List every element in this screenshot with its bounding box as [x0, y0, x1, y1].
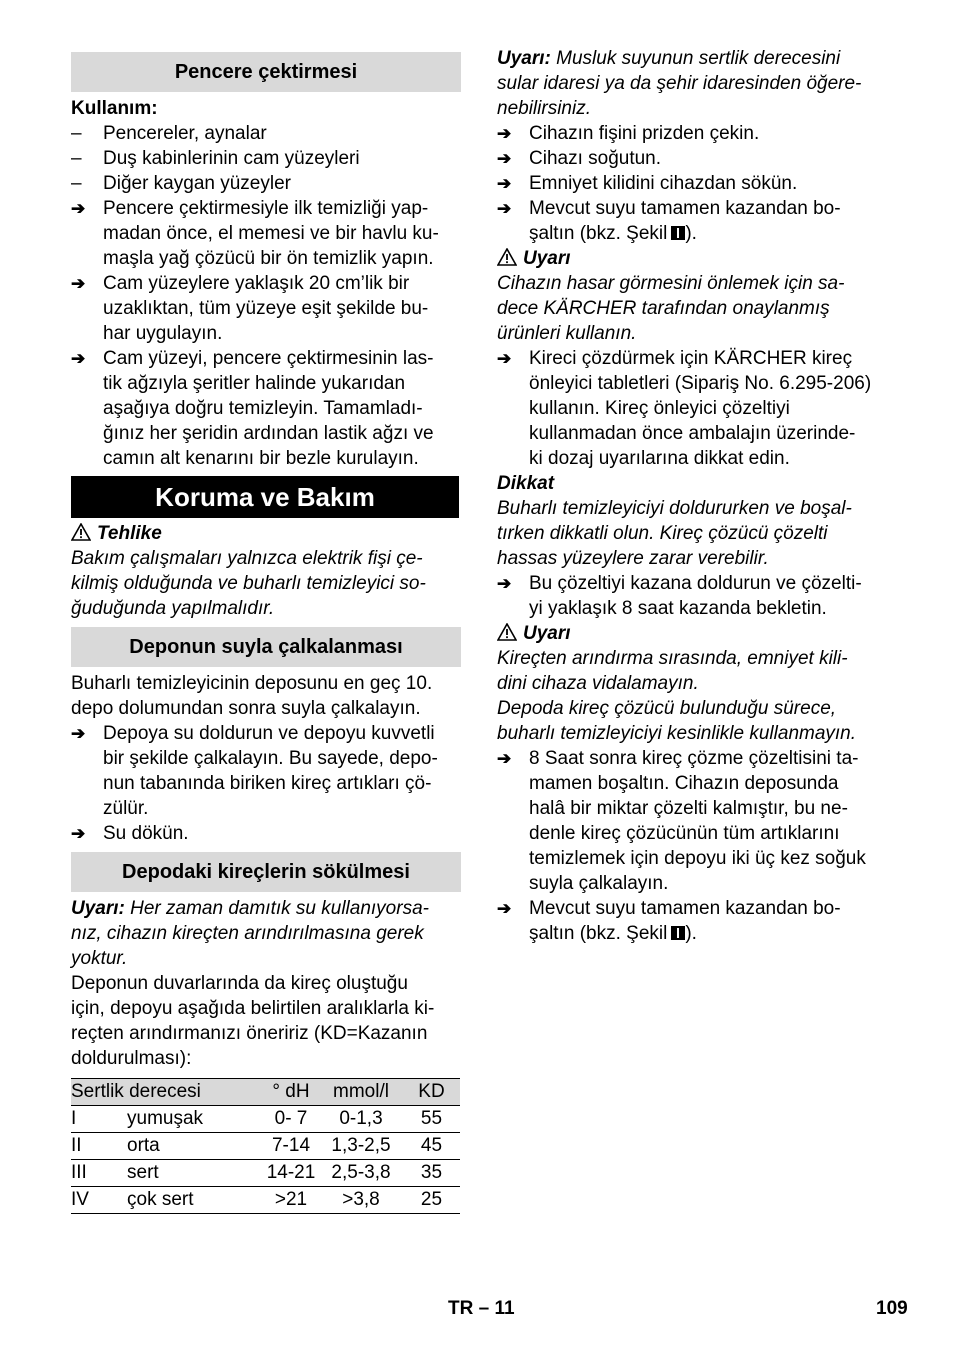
arrow-right-icon: ➔	[497, 199, 512, 218]
table-cell: III	[71, 1160, 127, 1187]
danger-label: Tehlike	[97, 523, 162, 544]
note-line	[71, 896, 429, 921]
warning-label: Uyarı	[523, 623, 571, 644]
table-cell: 14-21	[263, 1160, 319, 1187]
table-row	[71, 1160, 460, 1187]
table-cell: orta	[127, 1133, 263, 1160]
step-text: Cihazın fişini prizden çekin.	[529, 123, 760, 144]
table-cell: II	[71, 1133, 127, 1160]
figure-ref-icon	[671, 226, 685, 240]
step-text: önleyici tabletleri (Sipariş No. 6.295-206)	[529, 373, 872, 394]
note-text: nebilirsiniz.	[497, 98, 591, 119]
arrow-right-icon: ➔	[497, 124, 512, 143]
step-text: Emniyet kilidini cihazdan sökün.	[529, 173, 798, 194]
caution-text: tırken dikkatli olun. Kireç çözücü çözelti	[497, 523, 828, 544]
table-cell: 0-1,3	[319, 1106, 403, 1133]
arrow-right-icon: ➔	[71, 349, 86, 368]
table-header-cell: KD	[403, 1079, 460, 1106]
step-text: Cihazı soğutun.	[529, 148, 662, 169]
step-text: kullanın. Kireç önleyici çözeltiyi	[529, 398, 790, 419]
chapter-heading-care: Koruma ve Bakım	[71, 476, 459, 518]
figure-ref-icon	[671, 926, 685, 940]
step-text: halâ bir miktar çözelti kalmıştır, bu ne-	[529, 798, 848, 819]
step-text: ki dozaj uyarılarına dikkat edin.	[529, 448, 790, 469]
warning-text: dece KÄRCHER tarafından onaylanmış	[497, 298, 830, 319]
arrow-right-icon: ➔	[497, 749, 512, 768]
step-text: Cam yüzeyi, pencere çektirmesinin las-	[103, 348, 434, 369]
step-text: nun tabanında biriken kireç artıkları çö-	[103, 773, 432, 794]
step-text: Mevcut suyu tamamen kazandan bo-	[529, 198, 841, 219]
step-text: Pencere çektirmesiyle ilk temizliği yap-	[103, 198, 429, 219]
step-text: suyla çalkalayın.	[529, 873, 669, 894]
note-text: sular idaresi ya da şehir idaresinden öğere-	[497, 73, 862, 94]
warning-text: ürünleri kullanın.	[497, 323, 637, 344]
dash-marker: –	[71, 173, 82, 194]
caution-text: hassas yüzeylere zarar verebilir.	[497, 548, 769, 569]
step-text-part: ).	[685, 923, 697, 944]
note-text: Her zaman damıtık su kullanıyorsa-	[130, 898, 429, 919]
note-label: Uyarı:	[71, 898, 125, 919]
step-text: uzaklıktan, tüm yüzeye eşit şekilde bu-	[103, 298, 429, 319]
usage-label: Kullanım:	[71, 98, 158, 119]
arrow-right-icon: ➔	[497, 574, 512, 593]
step-text: temizlemek için depoyu iki üç kez soğuk	[529, 848, 866, 869]
step-text: bir şekilde çalkalayın. Bu sayede, depo-	[103, 748, 438, 769]
body-text: doldurulması):	[71, 1048, 192, 1069]
danger-text: kilmiş olduğunda ve buharlı temizleyici so-	[71, 573, 426, 594]
arrow-right-icon: ➔	[71, 824, 86, 843]
step-text: tik ağzıyla şeritler halinde yukarıdan	[103, 373, 406, 394]
note-text: nız, cihazın kireçten arındırılmasına gerek	[71, 923, 424, 944]
note-line	[497, 46, 840, 71]
arrow-right-icon: ➔	[71, 724, 86, 743]
dash-marker: –	[71, 148, 82, 169]
table-header-row	[71, 1079, 460, 1106]
arrow-right-icon: ➔	[497, 149, 512, 168]
table-cell: IV	[71, 1187, 127, 1214]
table-header-cell: Sertlik derecesi	[71, 1079, 263, 1106]
step-text: Kireci çözdürmek için KÄRCHER kireç	[529, 348, 853, 369]
body-text: Deponun duvarlarında da kireç oluştuğu	[71, 973, 408, 994]
table-cell: I	[71, 1106, 127, 1133]
step-text: ğınız her şeridin ardından lastik ağzı ve	[103, 423, 434, 444]
step-text: Depoya su doldurun ve depoyu kuvvetli	[103, 723, 435, 744]
arrow-right-icon: ➔	[71, 274, 86, 293]
step-text: madan önce, el memesi ve bir havlu ku-	[103, 223, 439, 244]
warning-heading	[497, 621, 571, 646]
section-heading-descale: Depodaki kireçlerin sökülmesi	[71, 852, 461, 892]
arrow-right-icon: ➔	[497, 899, 512, 918]
section-heading-window-cleaning: Pencere çektirmesi	[71, 52, 461, 92]
step-text: camın alt kenarını bir bezle kurulayın.	[103, 448, 419, 469]
footer-section: TR – 11	[448, 1298, 515, 1319]
arrow-right-icon: ➔	[497, 174, 512, 193]
caution-label: Dikkat	[497, 473, 555, 494]
step-text: 8 Saat sonra kireç çözme çözeltisini ta-	[529, 748, 859, 769]
note-text: Musluk suyunun sertlik derecesini	[556, 48, 841, 69]
warning-triangle-icon	[497, 623, 517, 641]
page-number: 109	[876, 1298, 908, 1319]
step-text: zülür.	[103, 798, 149, 819]
step-text: aşağıya doğru temizleyin. Tamamladı-	[103, 398, 423, 419]
caution-text: Buharlı temizleyiciyi doldururken ve boşal-	[497, 498, 852, 519]
table-cell: 55	[403, 1106, 460, 1133]
warning-text: Depoda kireç çözücü bulunduğu sürece,	[497, 698, 837, 719]
step-text	[529, 221, 697, 246]
step-text: denle kireç çözücünün tüm artıklarını	[529, 823, 840, 844]
warning-heading	[497, 246, 571, 271]
table-cell: >3,8	[319, 1187, 403, 1214]
step-text	[529, 921, 697, 946]
table-cell: yumuşak	[127, 1106, 263, 1133]
step-text-part: şaltın (bkz. Şekil	[529, 223, 668, 244]
list-item: Diğer kaygan yüzeyler	[103, 173, 291, 194]
table-cell: 35	[403, 1160, 460, 1187]
table-cell: 25	[403, 1187, 460, 1214]
step-text: kullanmadan önce ambalajın üzerinde-	[529, 423, 856, 444]
list-item: Pencereler, aynalar	[103, 123, 267, 144]
warning-text: dini cihaza vidalamayın.	[497, 673, 699, 694]
warning-text: Cihazın hasar görmesini önlemek için sa-	[497, 273, 845, 294]
arrow-right-icon: ➔	[71, 199, 86, 218]
note-label: Uyarı:	[497, 48, 551, 69]
step-text: Cam yüzeylere yaklaşık 20 cm’lik bir	[103, 273, 410, 294]
table-row	[71, 1106, 460, 1133]
step-text: har uygulayın.	[103, 323, 223, 344]
body-text: reçten arındırmanızı öneririz (KD=Kazanın	[71, 1023, 428, 1044]
step-text: Bu çözeltiyi kazana doldurun ve çözelti-	[529, 573, 862, 594]
step-text-part: şaltın (bkz. Şekil	[529, 923, 668, 944]
step-text-part: ).	[685, 223, 697, 244]
step-text: maşla yağ çözücü bir ön temizlik yapın.	[103, 248, 434, 269]
note-text: yoktur.	[71, 948, 128, 969]
danger-text: ğuduğunda yapılmalıdır.	[71, 598, 275, 619]
step-text: mamen boşaltın. Cihazın deposunda	[529, 773, 839, 794]
table-header-cell: mmol/l	[319, 1079, 403, 1106]
table-cell: 2,5-3,8	[319, 1160, 403, 1187]
body-text: Buharlı temizleyicinin deposunu en geç 10.	[71, 673, 433, 694]
warning-triangle-icon	[497, 248, 517, 266]
list-item: Duş kabinlerinin cam yüzeyleri	[103, 148, 360, 169]
dash-marker: –	[71, 123, 82, 144]
danger-heading	[71, 521, 162, 546]
step-text: Mevcut suyu tamamen kazandan bo-	[529, 898, 841, 919]
body-text: depo dolumundan sonra suyla çalkalayın.	[71, 698, 421, 719]
table-cell: 0- 7	[263, 1106, 319, 1133]
table-header-cell: ° dH	[263, 1079, 319, 1106]
arrow-right-icon: ➔	[497, 349, 512, 368]
hardness-table	[71, 1078, 460, 1214]
warning-triangle-icon	[71, 523, 91, 541]
table-cell: 1,3-2,5	[319, 1133, 403, 1160]
table-cell: >21	[263, 1187, 319, 1214]
step-text: Su dökün.	[103, 823, 189, 844]
section-heading-rinse: Deponun suyla çalkalanması	[71, 627, 461, 667]
warning-label: Uyarı	[523, 248, 571, 269]
table-row	[71, 1133, 460, 1160]
table-cell: çok sert	[127, 1187, 263, 1214]
warning-text: buharlı temizleyiciyi kesinlikle kullanmayın.	[497, 723, 857, 744]
table-cell: 7-14	[263, 1133, 319, 1160]
table-row	[71, 1187, 460, 1214]
danger-text: Bakım çalışmaları yalnızca elektrik fişi çe-	[71, 548, 423, 569]
body-text: için, depoyu aşağıda belirtilen aralıklarla ki-	[71, 998, 435, 1019]
step-text: yi yaklaşık 8 saat kazanda bekletin.	[529, 598, 827, 619]
table-cell: 45	[403, 1133, 460, 1160]
warning-text: Kireçten arındırma sırasında, emniyet kili-	[497, 648, 848, 669]
table-cell: sert	[127, 1160, 263, 1187]
